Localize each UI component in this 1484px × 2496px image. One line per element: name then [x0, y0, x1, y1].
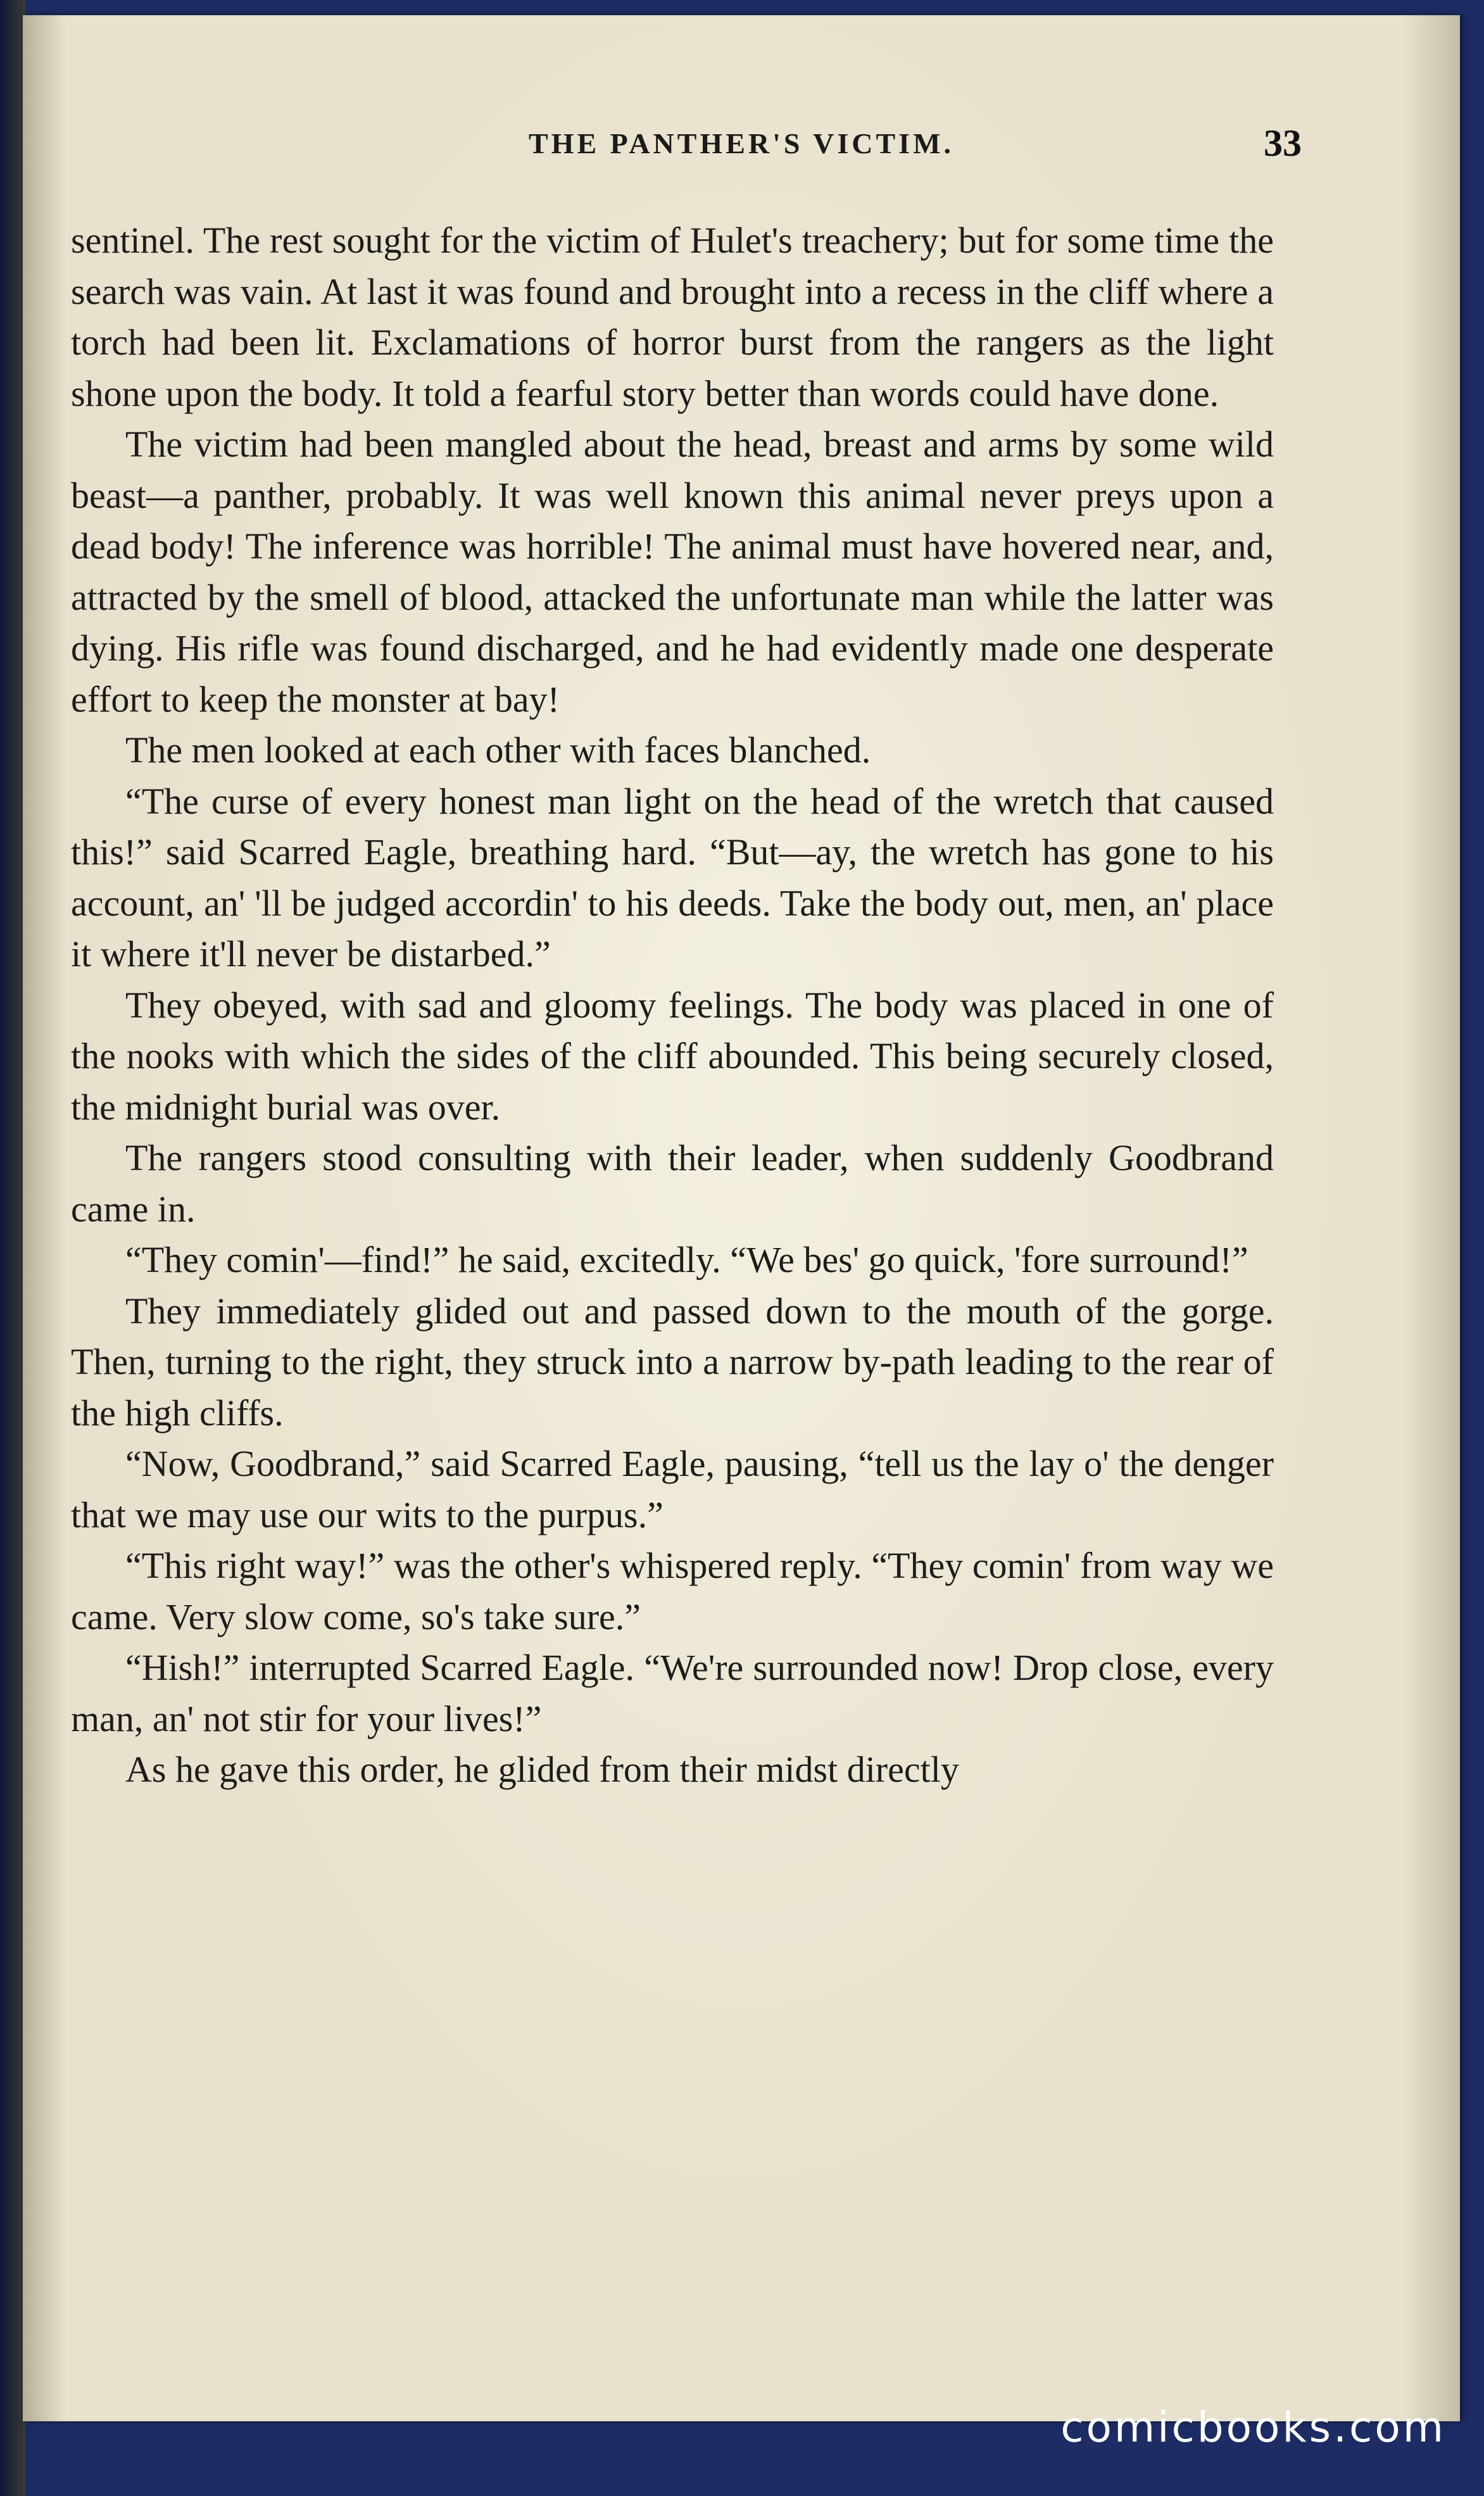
paragraph: As he gave this order, he glided from their midst directly	[125, 1749, 959, 1790]
page-number: 33	[1264, 122, 1302, 164]
paragraph: The rangers stood consulting with their leader, when suddenly Goodbrand came in.	[71, 1137, 1274, 1230]
paragraph: sentinel. The rest sought for the victim of Hulet's treachery; but for some time the search was vain. At last it was found and brought into a recess in the cliff where a torch had been lit. Exclamations of horror burst from the rangers as the light shone upon the body. It told a fearful story better than words could have done.	[71, 220, 1274, 414]
book-spine-edge	[0, 0, 25, 2496]
watermark: comicbooks.com	[1060, 2403, 1446, 2452]
running-head	[23, 122, 1460, 171]
paragraph: “The curse of every honest man light on the head of the wretch that caused this!” said Scarred Eagle, breathing hard. “But—ay, the wretch has gone to his account, an' 'll be judged accordin' to his deeds. Take the body out, men, an' place it where it'll never be distarbed.”	[71, 780, 1274, 974]
paragraph: The victim had been mangled about the head, breast and arms by some wild beast—a panther, probably. It was well known this animal never preys upon a dead body! The inference was horrible! The animal must have hovered near, and, attracted by the smell of blood, attacked the unfortunate man while the latter was dying. His rifle was found discharged, and he had evidently made one desperate effort to keep the monster at bay!	[71, 424, 1274, 720]
paragraph: “Now, Goodbrand,” said Scarred Eagle, pausing, “tell us the lay o' the denger that we may use our wits to the purpus.”	[71, 1443, 1274, 1535]
paragraph: “Hish!” interrupted Scarred Eagle. “We're surrounded now! Drop close, every man, an' not stir for your lives!”	[71, 1647, 1274, 1739]
body-text	[71, 215, 1274, 1796]
paragraph: They obeyed, with sad and gloomy feelings. The body was placed in one of the nooks with which the sides of the cliff abounded. This being securely closed, the midnight burial was over.	[71, 984, 1274, 1128]
paragraph: They immediately glided out and passed down to the mouth of the gorge. Then, turning to the right, they struck into a narrow by-path leading to the rear of the high cliffs.	[71, 1290, 1274, 1434]
paragraph: “They comin'—find!” he said, excitedly. “We bes' go quick, 'fore surround!”	[125, 1239, 1248, 1280]
running-title: THE PANTHER'S VICTIM.	[528, 127, 954, 160]
paragraph: “This right way!” was the other's whispered reply. “They comin' from way we came. Very slow come, so's take sure.”	[71, 1545, 1274, 1637]
paragraph: The men looked at each other with faces blanched.	[125, 729, 871, 771]
